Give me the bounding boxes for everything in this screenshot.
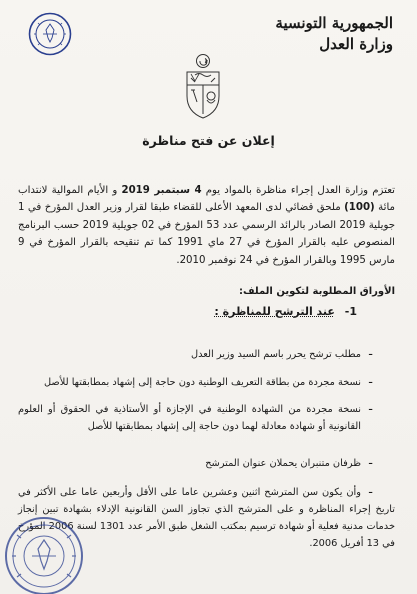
list-item: - وأن يكون سن المترشح اثنين وعشرين عاما على الأقل وأربعين عاما على الأكثر في تاريخ إجراء المناظرة و على المترشح الذي تجاوز السن القانونية الإدلاء بشهادة تبين إنجاز خدمات مدنية فعلية أو شهادة ترسيم بمكتب الشغل طبق الأمر عدد 1301 لسنة 2006 المؤرخ في 13 أفريل 2006. <box>18 485 396 549</box>
bullet-icon: - <box>368 456 373 471</box>
bullet-icon: - <box>368 485 373 500</box>
page-title: إعلان عن فتح مناظرة <box>142 133 275 148</box>
intro-part-1: تعتزم وزارة العدل إجراء مناظرة بالمواد يوم <box>205 185 395 196</box>
bullet-icon: - <box>368 347 373 362</box>
ministry-name: وزارة العدل <box>319 34 393 53</box>
header-ministry <box>275 14 393 54</box>
republic-name: الجمهورية التونسية <box>275 14 393 32</box>
exam-date: 4 سبتمبر 2019 <box>121 185 202 196</box>
coat-of-arms-icon <box>181 52 225 122</box>
positions-count: (100) <box>344 202 375 214</box>
documents-heading: الأوراق المطلوبة لتكوين الملف: <box>238 286 395 297</box>
section-label: عند الترشح للمناظرة : <box>214 305 335 318</box>
intro-part-3: ملحق قضائي لدى المعهد الأعلى للقضاء طبقا لقرار وزير العدل المؤرخ في 1 جويلية 2019 الصادر بالرائد الرسمي عدد 53 المؤرخ في 02 جويلية 2019 حسب البرنامج المنصوص عليه بالقرار المؤرخ في 27 ماي 1991 كما تم تنقيحه بالقرار المؤرخ في 9 مارس 1995 وبالقرار المؤرخ في 24 نوفمبر 2010. <box>18 202 396 266</box>
bullet-icon: - <box>368 375 373 390</box>
ministry-seal-icon <box>28 12 72 56</box>
bullet-icon: - <box>368 402 373 417</box>
list-item: - نسخة مجردة من الشهادة الوطنية في الإجازة أو الأستاذية في الحقوق أو العلوم القانونية أو شهادة معادلة لهما دون حاجة إلى إشهاد بمطابقتها للأصل <box>18 402 373 432</box>
intro-part-2: و الأيام الموالية لانتداب مائة <box>18 185 395 214</box>
list-item: - ظرفان متنبران يحملان عنوان المترشح <box>205 456 373 471</box>
intro-paragraph <box>18 182 395 269</box>
section-heading <box>214 305 357 318</box>
list-item: - مطلب ترشح يحرر باسم السيد وزير العدل <box>191 347 373 362</box>
section-number: 1- <box>344 305 357 318</box>
official-stamp-icon <box>3 515 85 594</box>
list-item: - نسخة مجردة من بطاقة التعريف الوطنية دون حاجة إلى إشهاد بمطابقتها للأصل <box>44 375 373 390</box>
